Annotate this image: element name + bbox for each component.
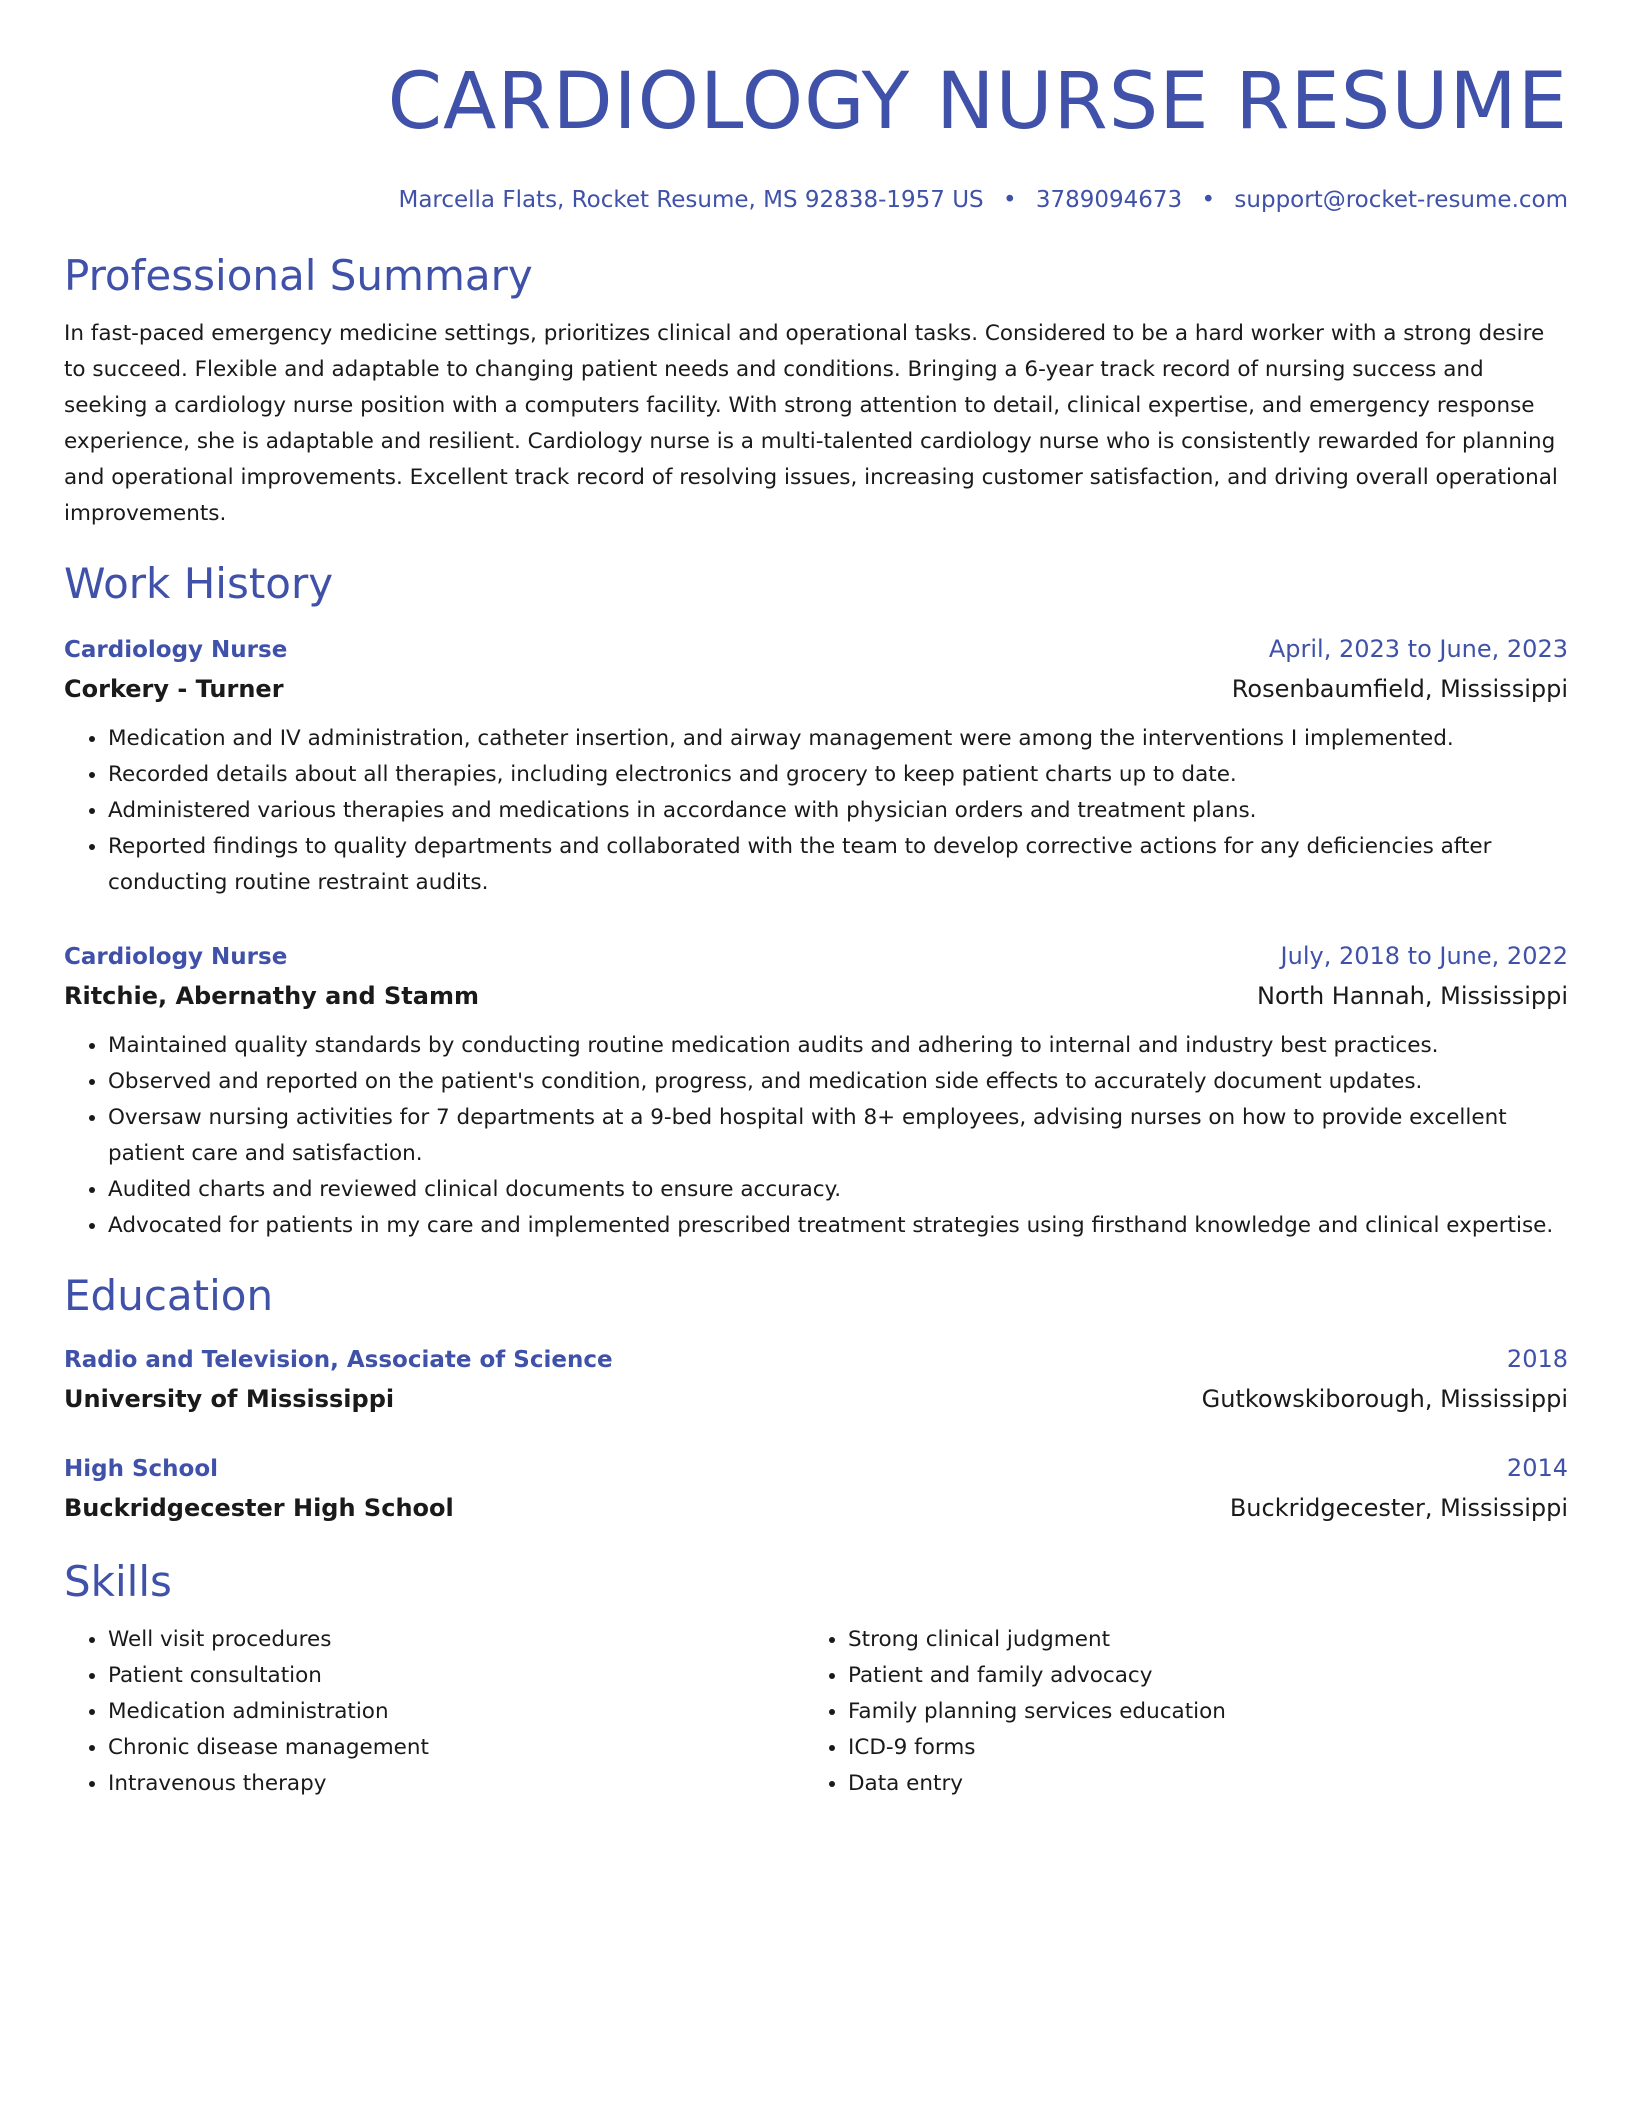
education-year: 2014 xyxy=(1506,1454,1568,1482)
job-header xyxy=(64,630,1568,669)
skill-item: • Chronic disease management xyxy=(108,1730,804,1766)
job-role: Cardiology Nurse xyxy=(64,637,288,663)
job-bullet: • Administered various therapies and medications in accordance with physician orders and treatment plans. xyxy=(108,793,1568,829)
skill-item: • Well visit procedures xyxy=(108,1622,804,1658)
contact-line xyxy=(64,184,1568,216)
job-bullet: • Oversaw nursing activities for 7 departments at a 9-bed hospital with 8+ employees, advising nurses on how to provide excellent patient care and satisfaction. xyxy=(108,1100,1568,1172)
contact-separator: • xyxy=(1002,187,1017,213)
job-bullet: • Medication and IV administration, catheter insertion, and airway management were among the interventions I implemented. xyxy=(108,721,1568,757)
education-entry xyxy=(64,1340,1568,1419)
education-degree: High School xyxy=(64,1456,219,1482)
education-school: Buckridgecester High School xyxy=(64,1494,454,1522)
education-school: University of Mississippi xyxy=(64,1385,395,1413)
skill-item: • Medication administration xyxy=(108,1694,804,1730)
skills-columns xyxy=(64,1622,1568,1802)
job-employer: Corkery - Turner xyxy=(64,675,284,703)
summary-text: In fast-paced emergency medicine settings, prioritizes clinical and operational tasks. Considered to be a hard worker with a strong desire to succeed. Flexible and adaptable to changing patient needs and conditions. Bringing a 6-year track record of nursing success and seeking a cardiology nurse position with a computers facility. With strong attention to detail, clinical expertise, and emergency response experience, she is adaptable and resilient. Cardiology nurse is a multi-talented cardiology nurse who is consistently rewarded for planning and operational improvements. Excellent track record of resolving issues, increasing customer satisfaction, and driving overall operational improvements. xyxy=(64,321,1558,526)
job-bullets xyxy=(64,1028,1568,1244)
job-location: North Hannah, Mississippi xyxy=(1257,982,1568,1010)
skills-right-column xyxy=(804,1622,1544,1802)
skills-left-column xyxy=(64,1622,804,1802)
skill-item: • Patient and family advocacy xyxy=(848,1658,1544,1694)
job-bullets xyxy=(64,721,1568,901)
contact-email: support@rocket-resume.com xyxy=(1234,187,1568,213)
education-header xyxy=(64,1340,1568,1379)
education-header xyxy=(64,1449,1568,1488)
education-entry xyxy=(64,1449,1568,1528)
job-entry xyxy=(64,630,1568,901)
contact-phone: 3789094673 xyxy=(1035,187,1183,213)
skill-item: • ICD-9 forms xyxy=(848,1730,1544,1766)
job-header xyxy=(64,937,1568,976)
skill-item: • Data entry xyxy=(848,1766,1544,1802)
job-employer: Ritchie, Abernathy and Stamm xyxy=(64,982,479,1010)
job-role: Cardiology Nurse xyxy=(64,944,288,970)
job-dates: April, 2023 to June, 2023 xyxy=(1268,635,1568,663)
summary-heading: Professional Summary xyxy=(64,251,533,300)
education-location: Buckridgecester, Mississippi xyxy=(1229,1494,1568,1522)
education-heading: Education xyxy=(64,1271,274,1320)
contact-address: Marcella Flats, Rocket Resume, MS 92838-1957 US xyxy=(398,187,984,213)
job-bullet: • Maintained quality standards by conducting routine medication audits and adhering to internal and industry best practices. xyxy=(108,1028,1568,1064)
education-location: Gutkowskiborough, Mississippi xyxy=(1201,1385,1568,1413)
job-bullet: • Recorded details about all therapies, including electronics and grocery to keep patient charts up to date. xyxy=(108,757,1568,793)
education-subheader xyxy=(64,1488,1568,1528)
job-bullet: • Observed and reported on the patient's condition, progress, and medication side effects to accurately document updates. xyxy=(108,1064,1568,1100)
job-bullet: • Advocated for patients in my care and implemented prescribed treatment strategies using firsthand knowledge and clinical expertise. xyxy=(108,1208,1568,1244)
skill-item: • Patient consultation xyxy=(108,1658,804,1694)
job-bullet: • Audited charts and reviewed clinical documents to ensure accuracy. xyxy=(108,1172,1568,1208)
education-year: 2018 xyxy=(1506,1345,1568,1373)
skill-item: • Intravenous therapy xyxy=(108,1766,804,1802)
job-entry xyxy=(64,937,1568,1244)
education-degree: Radio and Television, Associate of Science xyxy=(64,1347,613,1373)
job-dates: July, 2018 to June, 2022 xyxy=(1280,942,1568,970)
job-subheader xyxy=(64,669,1568,709)
skill-item: • Family planning services education xyxy=(848,1694,1544,1730)
skills-heading: Skills xyxy=(64,1557,172,1606)
job-location: Rosenbaumfield, Mississippi xyxy=(1231,675,1568,703)
job-subheader xyxy=(64,976,1568,1016)
skill-item: • Strong clinical judgment xyxy=(848,1622,1544,1658)
education-subheader xyxy=(64,1379,1568,1419)
work-history-heading: Work History xyxy=(64,559,334,608)
resume-title: CARDIOLOGY NURSE RESUME xyxy=(387,57,1568,147)
job-bullet: • Reported findings to quality departments and collaborated with the team to develop corrective actions for any deficiencies after conducting routine restraint audits. xyxy=(108,829,1568,901)
contact-separator: • xyxy=(1201,187,1216,213)
